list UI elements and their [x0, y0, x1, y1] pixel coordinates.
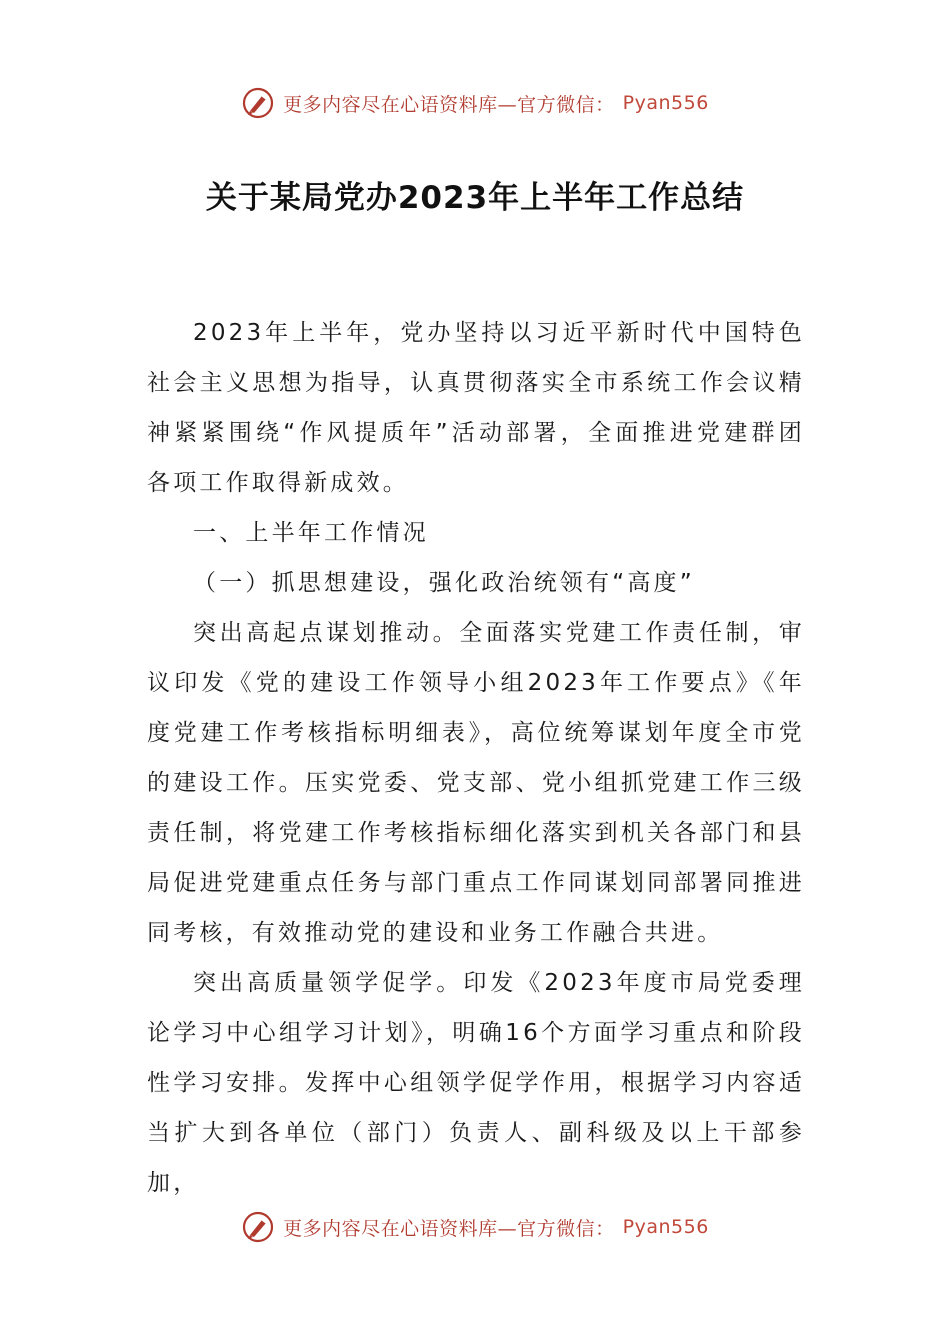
- footer-watermark: [0, 1210, 950, 1244]
- pen-nib-logo-icon: [241, 1210, 275, 1244]
- document-title: 关于某局党办2023年上半年工作总结: [205, 180, 745, 216]
- body-paragraph: 突出高起点谋划推动。全面落实党建工作责任制，审议印发《党的建设工作领导小组2023年工作要点》《年度党建工作考核指标明细表》，高位统筹谋划年度全市党的建设工作。压实党委、党支部、党小组抓党建工作三级责任制，将党建工作考核指标细化落实到机关各部门和县局促进党建重点任务与部门重点工作同谋划同部署同推进同考核，有效推动党的建设和业务工作融合共进。: [147, 620, 805, 946]
- intro-paragraph: 2023年上半年，党办坚持以习近平新时代中国特色社会主义思想为指导，认真贯彻落实全市系统工作会议精神紧紧围绕“作风提质年”活动部署，全面推进党建群团各项工作取得新成效。: [147, 320, 805, 496]
- body-paragraph: 突出高质量领学促学。印发《2023年度市局党委理论学习中心组学习计划》，明确16个方面学习重点和阶段性学习安排。发挥中心组领学促学作用，根据学习内容适当扩大到各单位（部门）负责人、副科级及以上干部参加，: [147, 970, 805, 1196]
- watermark-text: 更多内容尽在心语资料库—官方微信：: [283, 1217, 615, 1240]
- watermark-wechat-id: Pyan556: [622, 1216, 709, 1238]
- subsection-heading: （一）抓思想建设，强化政治统领有“高度”: [193, 570, 695, 596]
- watermark-wechat-id: Pyan556: [622, 92, 709, 114]
- header-watermark: [0, 86, 950, 120]
- document-body: [147, 308, 805, 1208]
- pen-nib-logo-icon: [241, 86, 275, 120]
- section-heading: 一、上半年工作情况: [193, 520, 429, 546]
- watermark-text: 更多内容尽在心语资料库—官方微信：: [283, 93, 615, 116]
